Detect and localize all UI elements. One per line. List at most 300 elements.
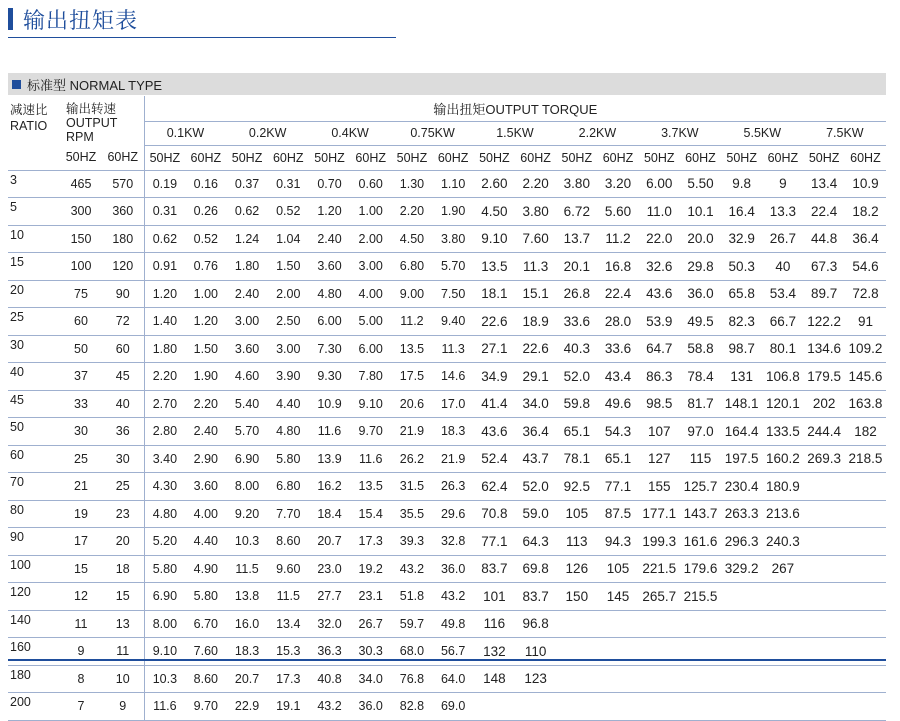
torque-cell: 1.50 xyxy=(185,335,226,363)
torque-cell: 0.31 xyxy=(268,170,309,198)
torque-cell: 76.8 xyxy=(391,665,432,693)
torque-cell: 41.4 xyxy=(474,390,515,418)
torque-cell xyxy=(845,693,886,721)
table-row xyxy=(8,418,886,446)
torque-cell: 64.7 xyxy=(639,335,680,363)
torque-cell: 22.6 xyxy=(474,308,515,336)
torque-cell: 2.20 xyxy=(515,170,556,198)
torque-cell: 78.4 xyxy=(680,363,721,391)
torque-cell xyxy=(556,610,597,638)
torque-cell xyxy=(639,665,680,693)
torque-cell xyxy=(680,665,721,693)
torque-cell: 13.5 xyxy=(391,335,432,363)
torque-cell: 1.40 xyxy=(144,308,185,336)
section-square-icon xyxy=(12,80,21,89)
power-header: 3.7KW xyxy=(639,121,721,145)
rpm-cell: 45 xyxy=(102,363,144,391)
torque-cell: 180.9 xyxy=(762,473,803,501)
torque-cell xyxy=(845,500,886,528)
torque-cell: 10.9 xyxy=(845,170,886,198)
torque-50hz-header: 50HZ xyxy=(226,145,267,170)
torque-cell: 18.2 xyxy=(845,198,886,226)
rpm-cell: 20 xyxy=(102,528,144,556)
torque-cell: 9.60 xyxy=(268,555,309,583)
torque-cell: 0.52 xyxy=(268,198,309,226)
ratio-cell: 140 xyxy=(8,610,60,638)
torque-cell: 134.6 xyxy=(804,335,845,363)
torque-cell: 0.62 xyxy=(144,225,185,253)
rpm-cell: 19 xyxy=(60,500,102,528)
torque-cell: 3.80 xyxy=(433,225,474,253)
rpm-cell: 360 xyxy=(102,198,144,226)
torque-cell xyxy=(556,693,597,721)
torque-cell: 164.4 xyxy=(721,418,762,446)
torque-cell: 52.0 xyxy=(515,473,556,501)
torque-cell: 64.3 xyxy=(515,528,556,556)
power-header: 1.5KW xyxy=(474,121,556,145)
torque-cell xyxy=(804,555,845,583)
torque-cell: 150 xyxy=(556,583,597,611)
torque-cell: 2.70 xyxy=(144,390,185,418)
torque-cell: 17.3 xyxy=(350,528,391,556)
torque-cell: 131 xyxy=(721,363,762,391)
ratio-cell: 40 xyxy=(8,363,60,391)
torque-cell: 52.4 xyxy=(474,445,515,473)
torque-cell: 20.7 xyxy=(226,665,267,693)
torque-cell: 23.1 xyxy=(350,583,391,611)
torque-cell: 9.40 xyxy=(433,308,474,336)
torque-cell: 218.5 xyxy=(845,445,886,473)
torque-cell: 69.0 xyxy=(433,693,474,721)
torque-cell: 4.40 xyxy=(185,528,226,556)
torque-cell: 51.8 xyxy=(391,583,432,611)
torque-cell: 15.3 xyxy=(268,638,309,666)
torque-cell: 5.20 xyxy=(144,528,185,556)
torque-cell: 0.76 xyxy=(185,253,226,281)
table-row xyxy=(8,335,886,363)
torque-cell: 296.3 xyxy=(721,528,762,556)
torque-cell: 18.3 xyxy=(433,418,474,446)
torque-cell: 9.8 xyxy=(721,170,762,198)
torque-cell: 34.9 xyxy=(474,363,515,391)
torque-cell: 98.5 xyxy=(639,390,680,418)
torque-cell: 81.7 xyxy=(680,390,721,418)
torque-cell xyxy=(845,583,886,611)
torque-cell: 32.8 xyxy=(433,528,474,556)
table-row xyxy=(8,528,886,556)
torque-cell: 126 xyxy=(556,555,597,583)
torque-cell: 20.0 xyxy=(680,225,721,253)
torque-50hz-header: 50HZ xyxy=(309,145,350,170)
rpm-cell: 7 xyxy=(60,693,102,721)
torque-cell: 3.00 xyxy=(350,253,391,281)
torque-cell: 58.8 xyxy=(680,335,721,363)
power-header: 2.2KW xyxy=(556,121,638,145)
torque-cell: 18.1 xyxy=(474,280,515,308)
table-row xyxy=(8,198,886,226)
torque-cell: 2.20 xyxy=(391,198,432,226)
torque-cell: 2.40 xyxy=(309,225,350,253)
torque-cell: 17.5 xyxy=(391,363,432,391)
torque-cell: 80.1 xyxy=(762,335,803,363)
ratio-cell: 60 xyxy=(8,445,60,473)
torque-cell: 21.9 xyxy=(391,418,432,446)
rpm-cell: 18 xyxy=(102,555,144,583)
torque-cell: 16.0 xyxy=(226,610,267,638)
torque-cell: 5.70 xyxy=(226,418,267,446)
torque-cell: 13.5 xyxy=(474,253,515,281)
torque-cell: 133.5 xyxy=(762,418,803,446)
torque-60hz-header: 60HZ xyxy=(433,145,474,170)
rpm-cell: 75 xyxy=(60,280,102,308)
torque-cell: 16.2 xyxy=(309,473,350,501)
ratio-hz-spacer xyxy=(8,145,60,170)
torque-cell: 11.0 xyxy=(639,198,680,226)
torque-cell: 0.91 xyxy=(144,253,185,281)
torque-cell: 148.1 xyxy=(721,390,762,418)
torque-cell: 101 xyxy=(474,583,515,611)
table-row xyxy=(8,473,886,501)
bottom-rule xyxy=(8,659,886,661)
power-header: 0.1KW xyxy=(144,121,226,145)
torque-cell xyxy=(845,555,886,583)
torque-cell xyxy=(597,693,638,721)
torque-cell: 7.70 xyxy=(268,500,309,528)
ratio-header-cn: 减速比 xyxy=(10,103,48,117)
torque-cell: 1.50 xyxy=(268,253,309,281)
torque-50hz-header: 50HZ xyxy=(804,145,845,170)
torque-cell: 68.0 xyxy=(391,638,432,666)
torque-cell xyxy=(804,500,845,528)
ratio-header xyxy=(8,96,60,145)
torque-cell: 4.50 xyxy=(474,198,515,226)
ratio-cell: 180 xyxy=(8,665,60,693)
torque-cell: 18.4 xyxy=(309,500,350,528)
torque-cell xyxy=(845,665,886,693)
torque-cell: 10.3 xyxy=(144,665,185,693)
torque-50hz-header: 50HZ xyxy=(556,145,597,170)
torque-cell: 14.6 xyxy=(433,363,474,391)
torque-cell: 163.8 xyxy=(845,390,886,418)
torque-cell: 1.20 xyxy=(144,280,185,308)
rpm-cell: 120 xyxy=(102,253,144,281)
torque-cell: 143.7 xyxy=(680,500,721,528)
torque-cell: 53.9 xyxy=(639,308,680,336)
torque-cell: 9.30 xyxy=(309,363,350,391)
torque-cell: 2.40 xyxy=(185,418,226,446)
rpm-cell: 21 xyxy=(60,473,102,501)
torque-cell xyxy=(556,665,597,693)
torque-cell xyxy=(845,473,886,501)
section-header xyxy=(8,73,886,95)
torque-cell: 36.3 xyxy=(309,638,350,666)
torque-cell: 125.7 xyxy=(680,473,721,501)
rpm-60hz-header: 60HZ xyxy=(102,145,144,170)
torque-cell: 89.7 xyxy=(804,280,845,308)
torque-cell: 86.3 xyxy=(639,363,680,391)
torque-cell: 22.4 xyxy=(597,280,638,308)
title-accent-bar xyxy=(8,8,13,30)
torque-cell: 32.0 xyxy=(309,610,350,638)
rpm-cell: 8 xyxy=(60,665,102,693)
torque-cell: 179.5 xyxy=(804,363,845,391)
ratio-cell: 200 xyxy=(8,693,60,721)
rpm-cell: 30 xyxy=(60,418,102,446)
torque-cell: 6.70 xyxy=(185,610,226,638)
torque-cell: 98.7 xyxy=(721,335,762,363)
torque-cell: 1.80 xyxy=(226,253,267,281)
torque-cell: 9.00 xyxy=(391,280,432,308)
table-row xyxy=(8,225,886,253)
rpm-header-en2: RPM xyxy=(66,130,94,144)
torque-cell: 11.3 xyxy=(515,253,556,281)
ratio-cell: 45 xyxy=(8,390,60,418)
torque-cell: 3.00 xyxy=(226,308,267,336)
ratio-cell: 30 xyxy=(8,335,60,363)
torque-cell xyxy=(721,693,762,721)
rpm-cell: 9 xyxy=(102,693,144,721)
ratio-cell: 5 xyxy=(8,198,60,226)
torque-cell: 6.90 xyxy=(226,445,267,473)
table-row xyxy=(8,693,886,721)
torque-cell: 82.3 xyxy=(721,308,762,336)
rpm-cell: 90 xyxy=(102,280,144,308)
torque-cell: 92.5 xyxy=(556,473,597,501)
torque-50hz-header: 50HZ xyxy=(639,145,680,170)
ratio-cell: 3 xyxy=(8,170,60,198)
torque-cell: 1.80 xyxy=(144,335,185,363)
torque-cell: 0.37 xyxy=(226,170,267,198)
torque-cell: 8.60 xyxy=(268,528,309,556)
table-row xyxy=(8,363,886,391)
torque-cell: 105 xyxy=(597,555,638,583)
torque-cell: 123 xyxy=(515,665,556,693)
torque-cell: 2.90 xyxy=(185,445,226,473)
torque-cell: 0.16 xyxy=(185,170,226,198)
torque-60hz-header: 60HZ xyxy=(597,145,638,170)
torque-cell: 27.1 xyxy=(474,335,515,363)
torque-cell: 160.2 xyxy=(762,445,803,473)
torque-cell xyxy=(680,610,721,638)
torque-cell: 26.8 xyxy=(556,280,597,308)
rpm-cell: 570 xyxy=(102,170,144,198)
torque-cell: 49.6 xyxy=(597,390,638,418)
torque-cell: 221.5 xyxy=(639,555,680,583)
rpm-cell: 60 xyxy=(102,335,144,363)
torque-cell: 3.60 xyxy=(185,473,226,501)
torque-cell: 2.50 xyxy=(268,308,309,336)
torque-cell: 5.80 xyxy=(144,555,185,583)
rpm-cell: 36 xyxy=(102,418,144,446)
torque-cell: 77.1 xyxy=(597,473,638,501)
rpm-cell: 9 xyxy=(60,638,102,666)
torque-cell: 49.5 xyxy=(680,308,721,336)
torque-cell: 77.1 xyxy=(474,528,515,556)
torque-cell: 16.4 xyxy=(721,198,762,226)
torque-cell: 3.90 xyxy=(268,363,309,391)
torque-cell: 182 xyxy=(845,418,886,446)
rpm-cell: 465 xyxy=(60,170,102,198)
torque-cell: 4.50 xyxy=(391,225,432,253)
torque-cell xyxy=(762,583,803,611)
torque-50hz-header: 50HZ xyxy=(474,145,515,170)
torque-cell: 177.1 xyxy=(639,500,680,528)
torque-cell: 6.00 xyxy=(639,170,680,198)
torque-cell: 36.0 xyxy=(680,280,721,308)
torque-cell: 240.3 xyxy=(762,528,803,556)
torque-cell: 1.30 xyxy=(391,170,432,198)
torque-50hz-header: 50HZ xyxy=(721,145,762,170)
torque-cell: 43.2 xyxy=(309,693,350,721)
torque-cell: 269.3 xyxy=(804,445,845,473)
rpm-cell: 11 xyxy=(60,610,102,638)
torque-cell xyxy=(845,528,886,556)
torque-cell: 5.70 xyxy=(433,253,474,281)
torque-cell: 40.3 xyxy=(556,335,597,363)
torque-cell: 65.1 xyxy=(556,418,597,446)
torque-cell: 3.80 xyxy=(556,170,597,198)
torque-cell: 11.6 xyxy=(144,693,185,721)
torque-cell: 22.9 xyxy=(226,693,267,721)
torque-cell: 145.6 xyxy=(845,363,886,391)
torque-cell: 59.7 xyxy=(391,610,432,638)
torque-cell: 2.00 xyxy=(350,225,391,253)
torque-cell: 4.60 xyxy=(226,363,267,391)
rpm-cell: 100 xyxy=(60,253,102,281)
torque-cell: 6.90 xyxy=(144,583,185,611)
torque-cell: 65.1 xyxy=(597,445,638,473)
rpm-cell: 180 xyxy=(102,225,144,253)
torque-cell: 30.3 xyxy=(350,638,391,666)
power-header: 0.75KW xyxy=(391,121,473,145)
torque-cell: 3.40 xyxy=(144,445,185,473)
rpm-header-en1: OUTPUT xyxy=(66,116,118,130)
torque-cell: 11.6 xyxy=(309,418,350,446)
torque-cell: 17.0 xyxy=(433,390,474,418)
table-row xyxy=(8,445,886,473)
torque-header: 输出扭矩OUTPUT TORQUE xyxy=(144,96,886,121)
torque-cell: 29.8 xyxy=(680,253,721,281)
torque-cell xyxy=(762,610,803,638)
torque-cell: 106.8 xyxy=(762,363,803,391)
torque-cell: 1.20 xyxy=(309,198,350,226)
torque-cell: 11.5 xyxy=(226,555,267,583)
rpm-cell: 37 xyxy=(60,363,102,391)
torque-cell: 31.5 xyxy=(391,473,432,501)
torque-cell xyxy=(804,665,845,693)
torque-cell: 0.62 xyxy=(226,198,267,226)
torque-cell xyxy=(474,693,515,721)
torque-cell: 50.3 xyxy=(721,253,762,281)
torque-cell: 7.50 xyxy=(433,280,474,308)
torque-cell: 148 xyxy=(474,665,515,693)
rpm-cell: 15 xyxy=(102,583,144,611)
torque-cell: 39.3 xyxy=(391,528,432,556)
torque-cell: 26.7 xyxy=(350,610,391,638)
rpm-header xyxy=(60,96,144,145)
table-row xyxy=(8,308,886,336)
torque-cell xyxy=(597,665,638,693)
torque-cell xyxy=(762,693,803,721)
torque-cell: 43.4 xyxy=(597,363,638,391)
torque-cell: 263.3 xyxy=(721,500,762,528)
rpm-cell: 10 xyxy=(102,665,144,693)
torque-cell: 1.20 xyxy=(185,308,226,336)
torque-cell: 122.2 xyxy=(804,308,845,336)
torque-cell: 8.00 xyxy=(226,473,267,501)
table-row xyxy=(8,555,886,583)
rpm-cell: 25 xyxy=(60,445,102,473)
rpm-cell: 40 xyxy=(102,390,144,418)
power-header: 0.2KW xyxy=(226,121,308,145)
torque-cell: 26.3 xyxy=(433,473,474,501)
section-label: 标准型 NORMAL TYPE xyxy=(27,77,163,93)
torque-cell: 5.50 xyxy=(680,170,721,198)
torque-50hz-header: 50HZ xyxy=(144,145,185,170)
torque-cell: 4.80 xyxy=(144,500,185,528)
torque-cell: 59.0 xyxy=(515,500,556,528)
torque-cell: 3.80 xyxy=(515,198,556,226)
torque-cell: 2.40 xyxy=(226,280,267,308)
torque-cell: 1.24 xyxy=(226,225,267,253)
torque-cell: 6.80 xyxy=(391,253,432,281)
torque-cell: 29.1 xyxy=(515,363,556,391)
rpm-cell: 17 xyxy=(60,528,102,556)
torque-cell: 2.20 xyxy=(144,363,185,391)
torque-cell: 7.80 xyxy=(350,363,391,391)
torque-cell xyxy=(597,610,638,638)
torque-cell: 5.60 xyxy=(597,198,638,226)
torque-cell: 43.2 xyxy=(433,583,474,611)
torque-cell: 40.8 xyxy=(309,665,350,693)
torque-cell xyxy=(804,473,845,501)
torque-cell: 96.8 xyxy=(515,610,556,638)
table-row xyxy=(8,500,886,528)
torque-cell: 64.0 xyxy=(433,665,474,693)
torque-cell: 4.80 xyxy=(309,280,350,308)
torque-cell: 91 xyxy=(845,308,886,336)
torque-cell: 56.7 xyxy=(433,638,474,666)
torque-cell: 1.00 xyxy=(185,280,226,308)
torque-cell: 43.6 xyxy=(639,280,680,308)
torque-cell xyxy=(804,610,845,638)
torque-cell: 13.5 xyxy=(350,473,391,501)
torque-cell xyxy=(680,693,721,721)
torque-cell: 6.72 xyxy=(556,198,597,226)
torque-cell: 0.70 xyxy=(309,170,350,198)
torque-cell: 11.5 xyxy=(268,583,309,611)
torque-cell: 1.04 xyxy=(268,225,309,253)
torque-cell: 15.4 xyxy=(350,500,391,528)
title-underline xyxy=(8,37,396,38)
torque-cell: 6.00 xyxy=(309,308,350,336)
torque-cell: 16.8 xyxy=(597,253,638,281)
torque-cell: 43.6 xyxy=(474,418,515,446)
torque-cell: 1.00 xyxy=(350,198,391,226)
torque-cell: 70.8 xyxy=(474,500,515,528)
torque-cell xyxy=(515,693,556,721)
torque-cell: 10.9 xyxy=(309,390,350,418)
torque-cell: 109.2 xyxy=(845,335,886,363)
torque-cell xyxy=(721,583,762,611)
torque-cell: 3.60 xyxy=(309,253,350,281)
torque-cell: 94.3 xyxy=(597,528,638,556)
torque-cell xyxy=(721,665,762,693)
torque-cell: 17.3 xyxy=(268,665,309,693)
table-row xyxy=(8,280,886,308)
rpm-cell: 30 xyxy=(102,445,144,473)
torque-cell: 197.5 xyxy=(721,445,762,473)
